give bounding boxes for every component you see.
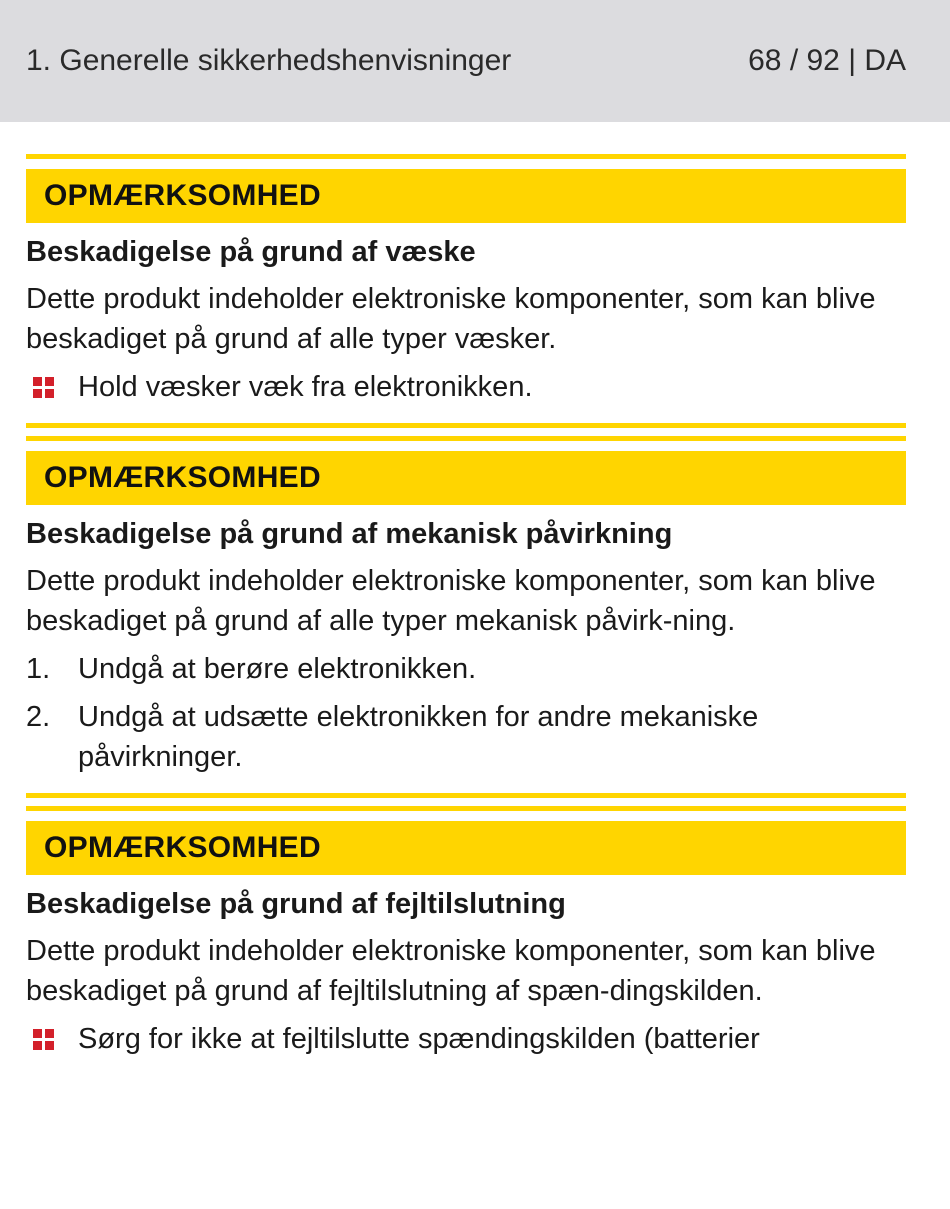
red-squares-bullet-icon [33, 1029, 54, 1050]
instruction-list [26, 367, 906, 407]
notice-label: OPMÆRKSOMHED [26, 169, 906, 223]
notice-top-rule [26, 436, 906, 441]
bullet-marker [26, 1019, 78, 1059]
notice-top-rule [26, 154, 906, 159]
notice-bottom-rule [26, 423, 906, 428]
instruction-list [26, 1019, 906, 1059]
instruction-list [26, 649, 906, 777]
notice-body: Dette produkt indeholder elektroniske komponenter, som kan blive beskadiget på grund af fejltilslutning af spæn-dingskilden. [26, 935, 876, 1007]
notice-label: OPMÆRKSOMHED [26, 821, 906, 875]
notice-title: Beskadigelse på grund af fejltilslutning [26, 888, 566, 920]
notice-top-rule [26, 806, 906, 811]
list-item-text: Sørg for ikke at fejltilslutte spændingskilden (batterier [78, 1023, 760, 1055]
page-indicator: 68 / 92 | DA [748, 44, 906, 77]
list-item-text: Undgå at berøre elektronikken. [78, 653, 477, 685]
bullet-marker [26, 367, 78, 407]
page-header [0, 0, 950, 122]
notice-liquid [26, 154, 906, 407]
notice-mechanical [26, 436, 906, 777]
notice-body: Dette produkt indeholder elektroniske komponenter, som kan blive beskadiget på grund af alle typer væsker. [26, 283, 876, 355]
list-item-text: Hold væsker væk fra elektronikken. [78, 371, 533, 403]
list-item [26, 1019, 906, 1059]
notice-bottom-rule [26, 793, 906, 798]
list-item [26, 649, 906, 689]
list-item [26, 697, 906, 777]
list-number: 1. [26, 653, 51, 685]
red-squares-bullet-icon [33, 377, 54, 398]
section-title: 1. Generelle sikkerhedshenvisninger [26, 44, 512, 77]
notice-title: Beskadigelse på grund af mekanisk påvirkning [26, 518, 673, 550]
notice-title: Beskadigelse på grund af væske [26, 236, 476, 268]
notice-label: OPMÆRKSOMHED [26, 451, 906, 505]
list-item [26, 367, 906, 407]
notice-body: Dette produkt indeholder elektroniske komponenter, som kan blive beskadiget på grund af alle typer mekanisk påvirk-ning. [26, 565, 876, 637]
list-item-text: Undgå at udsætte elektronikken for andre mekaniske påvirkninger. [78, 701, 759, 773]
notice-wrong-connection [26, 806, 906, 1059]
main-content [0, 122, 950, 1059]
list-number: 2. [26, 701, 51, 733]
